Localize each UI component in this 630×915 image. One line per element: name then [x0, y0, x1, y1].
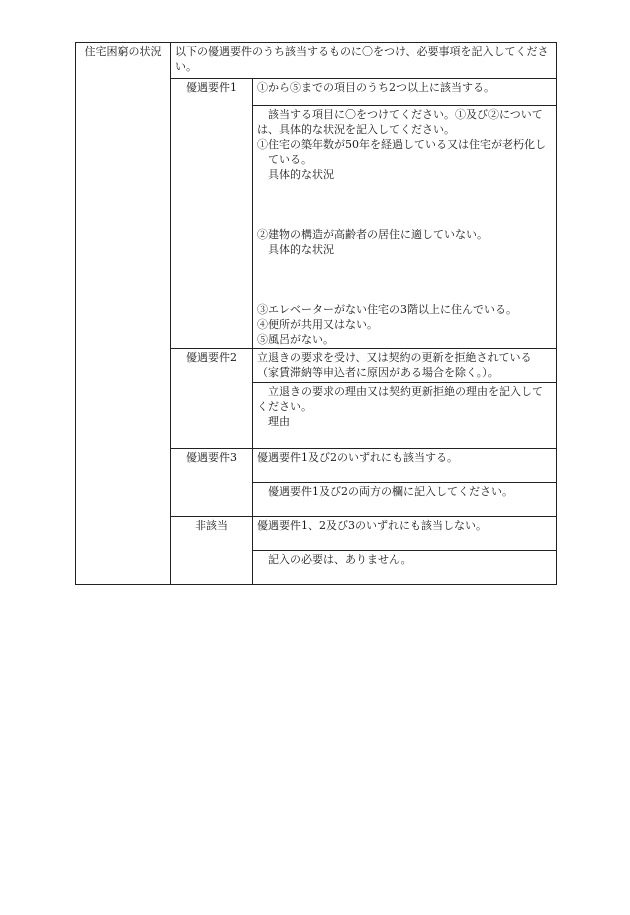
req3-note: 優遇要件1及び2の両方の欄に記入してください。 [253, 483, 557, 517]
req1-detail-cell[interactable] [253, 106, 557, 349]
none-label[interactable]: 非該当 [171, 517, 253, 585]
req2-condition: 立退きの要求を受け、又は契約の更新を拒絶されている（家賃滞納等申込者に原因がある場合を除く。）。 [253, 349, 557, 383]
req3-label[interactable]: 優遇要件3 [171, 449, 253, 517]
none-condition: 優遇要件1、2及び3のいずれにも該当しない。 [253, 517, 557, 551]
section-label: 住宅困窮の状況 [76, 43, 171, 585]
req1-condition: ①から⑤までの項目のうち2つ以上に該当する。 [253, 79, 557, 106]
req1-detail2-label: 具体的な状況 [268, 243, 334, 256]
instruction-text: 以下の優遇要件のうち該当するものに〇をつけ、必要事項を記入してください。 [171, 43, 557, 79]
req2-reason-label: 理由 [268, 415, 290, 428]
req3-condition: 優遇要件1及び2のいずれにも該当する。 [253, 449, 557, 483]
req2-label[interactable]: 優遇要件2 [171, 349, 253, 449]
housing-hardship-table [75, 42, 557, 585]
req1-label[interactable]: 優遇要件1 [171, 79, 253, 349]
req1-item4[interactable]: ④便所が共用又はない。 [257, 318, 378, 331]
none-note: 記入の必要は、ありません。 [253, 551, 557, 585]
req1-item2[interactable]: ②建物の構造が高齢者の居住に適していない。 [257, 228, 488, 241]
req1-note: 該当する項目に〇をつけてください。①及び②については、具体的な状況を記入してください。 [257, 108, 543, 136]
req1-detail1-label: 具体的な状況 [268, 168, 334, 181]
req2-detail-cell[interactable] [253, 383, 557, 449]
req1-detail2-input[interactable] [257, 257, 552, 302]
req2-reason-input[interactable] [257, 429, 552, 444]
req1-item5[interactable]: ⑤風呂がない。 [257, 333, 334, 346]
req1-detail1-input[interactable] [257, 182, 552, 227]
req2-note: 立退きの要求の理由又は契約更新拒絶の理由を記入してください。 [257, 385, 543, 413]
req1-item1[interactable]: ①住宅の築年数が50年を経過している又は住宅が老朽化している。 [257, 138, 546, 166]
req1-item3[interactable]: ③エレベーターがない住宅の3階以上に住んでいる。 [257, 303, 517, 316]
